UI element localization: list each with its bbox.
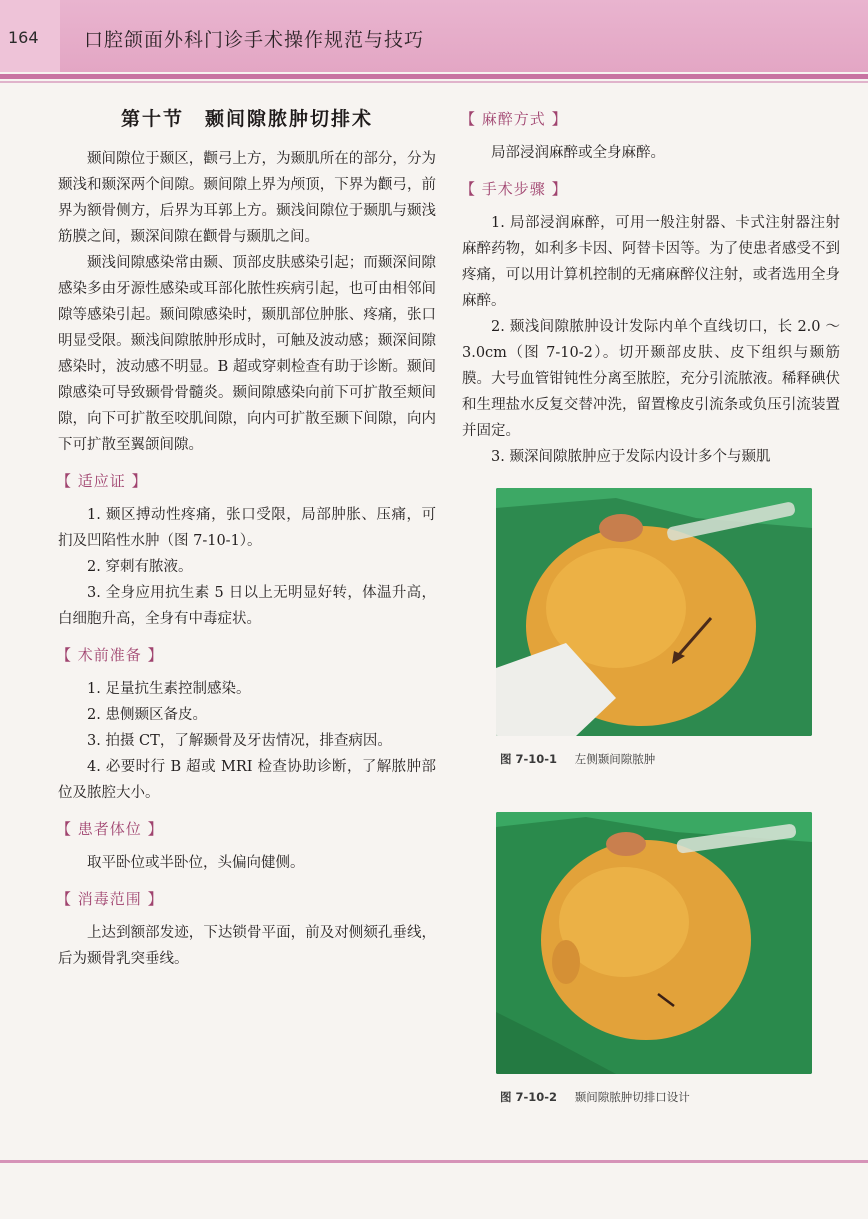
footer-rule [0,1160,868,1163]
figure-caption-1 [500,746,840,772]
figure-photo-1 [496,488,812,736]
page-number: 164 [8,28,39,47]
page-number-box [0,0,60,72]
figure-7-10-1 [496,488,840,772]
intro-paragraph-1: 颞间隙位于颞区，颧弓上方，为颞肌所在的部分，分为颞浅和颞深两个间隙。颞间隙上界为颅顶，下界为颧弓，前界为额骨侧方，后界为耳郭上方。颞浅间隙位于颞肌与颞浅筋膜之间，颞深间隙在颧骨与颞肌之间。 [58,151,436,245]
book-title: 口腔颌面外科门诊手术操作规范与技巧 [84,29,425,51]
figure-number-1: 图 7-10-1 [500,752,558,766]
steps-heading: 【 手术步骤 】 [460,180,568,198]
disinfection-heading-text: 消毒范围 [77,890,142,908]
list-item: 1. 足量抗生素控制感染。 [87,681,251,697]
section-title: 第十节 颞间隙脓肿切排术 [120,108,373,130]
list-item: 2. 患侧颞区备皮。 [87,707,207,723]
preop-list [58,676,436,806]
patient-photo-1 [496,488,812,736]
figure-number-2: 图 7-10-2 [500,1090,558,1104]
preop-heading: 【 术前准备 】 [56,646,164,664]
figure-caption-text-1: 左侧颞间隙脓肿 [574,752,656,766]
position-list [58,850,436,876]
figure-photo-2 [496,812,812,1074]
figure-caption-text-2: 颞间隙脓肿切排口设计 [574,1090,690,1104]
figure-caption-2 [500,1084,840,1110]
anesthesia-list [462,140,840,166]
list-item: 局部浸润麻醉或全身麻醉。 [491,145,665,161]
list-item: 1. 局部浸润麻醉，可用一般注射器、卡式注射器注射麻醉药物，如利多卡因、阿替卡因等。为了使患者感受不到疼痛，可以用计算机控制的无痛麻醉仪注射，或者选用全身麻醉。 [462,215,840,309]
list-item: 取平卧位或半卧位，头偏向健侧。 [87,855,305,871]
anesthesia-heading-text: 麻醉方式 [481,110,546,128]
steps-heading-text: 手术步骤 [481,180,546,198]
indications-list [58,502,436,632]
list-item: 3. 拍摄 CT，了解颞骨及牙齿情况，排查病因。 [87,733,392,749]
list-item: 2. 穿刺有脓液。 [87,559,193,575]
page-header [0,0,868,72]
intro-paragraph-2: 颞浅间隙感染常由颞、顶部皮肤感染引起；而颞深间隙感染多由牙源性感染或耳部化脓性疾病引起，也可由相邻间隙等感染引起。颞间隙感染时，颞肌部位肿胀、疼痛，张口明显受限。颞浅间隙脓肿形成时，可触及波动感；颞深间隙感染时，波动感不明显。B 超或穿刺检查有助于诊断。颞间隙感染可导致颞骨骨髓炎。颞间隙感染向前下可扩散至颊间隙，向下可扩散至咬肌间隙，向内可扩散至颞下间隙，向内下可扩散至翼颌间隙。 [58,255,436,453]
list-item: 4. 必要时行 B 超或 MRI 检查协助诊断，了解脓肿部位及脓腔大小。 [58,759,436,801]
position-heading-text: 患者体位 [77,820,142,838]
left-column [58,100,436,972]
header-rule-thin [0,81,868,83]
right-column [462,100,840,1110]
preop-heading-text: 术前准备 [77,646,142,664]
indications-heading-text: 适应证 [77,472,126,490]
disinfection-list [58,920,436,972]
header-rule [0,74,868,79]
list-item: 1. 颞区搏动性疼痛，张口受限，局部肿胀、压痛，可扪及凹陷性水肿（图 7-10-1）。 [58,507,436,549]
list-item: 2. 颞浅间隙脓肿设计发际内单个直线切口，长 2.0 ～ 3.0cm（图 7-10-2）。切开颞部皮肤、皮下组织与颞筋膜。大号血管钳钝性分离至脓腔，充分引流脓液。稀释碘伏和生理盐水反复交替冲洗，留置橡皮引流条或负压引流装置并固定。 [462,319,840,439]
position-heading: 【 患者体位 】 [56,820,164,838]
anesthesia-heading: 【 麻醉方式 】 [460,110,568,128]
list-item: 3. 颞深间隙脓肿应于发际内设计多个与颞肌 [491,449,771,465]
steps-list [462,210,840,470]
figure-7-10-2 [496,812,840,1110]
patient-photo-2 [496,812,812,1074]
list-item: 上达到额部发迹，下达锁骨平面，前及对侧颏孔垂线，后为颞骨乳突垂线。 [58,925,436,967]
list-item: 3. 全身应用抗生素 5 日以上无明显好转，体温升高，白细胞升高，全身有中毒症状。 [58,585,436,627]
indications-heading: 【 适应证 】 [56,472,148,490]
disinfection-heading: 【 消毒范围 】 [56,890,164,908]
